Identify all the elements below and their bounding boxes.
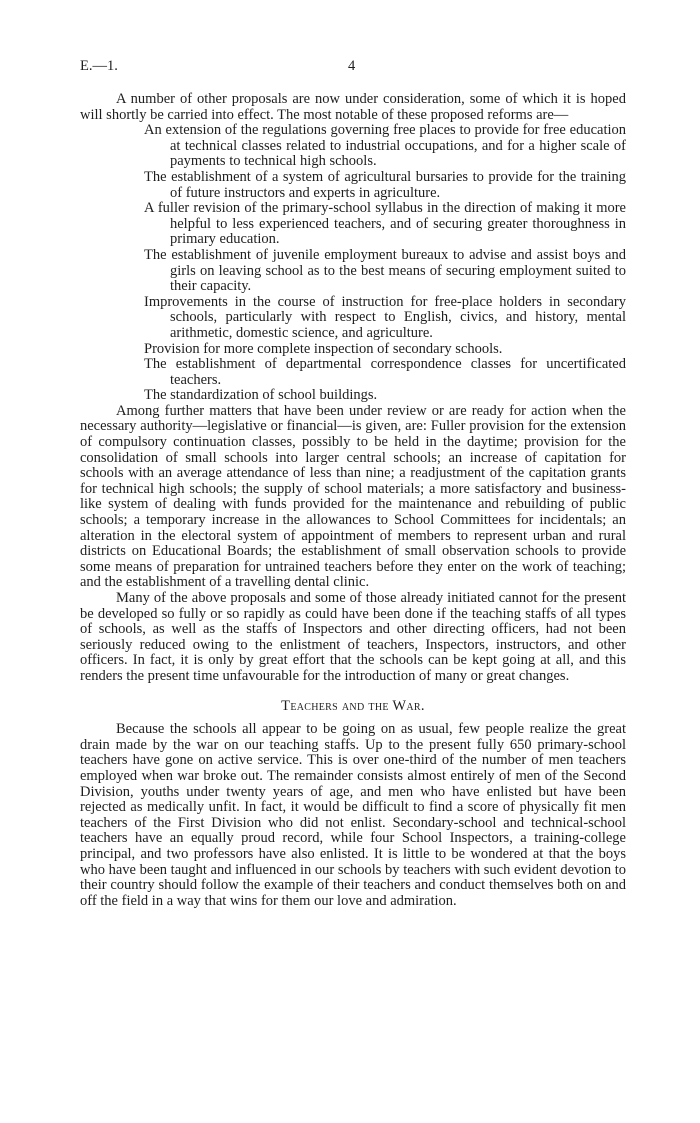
intro-paragraph: A number of other proposals are now under consideration, some of which it is hoped will shortly be carried into effect. The most notable of these proposed reforms are—: [80, 91, 626, 123]
proposal-item: Improvements in the course of instruction for free-place holders in secondary schools, particularly with respect to English, civics, and history, mental arithmetic, domestic science, and agriculture.: [144, 293, 626, 341]
proposal-item: The establishment of juvenile employment bureaux to advise and assist boys and girls on leaving school as to the best means of securing employment suited to their capacity.: [144, 246, 626, 295]
proposal-item: A fuller revision of the primary-school syllabus in the direction of making it more helpful to less experienced teachers, and of securing greater thoroughness in primary education.: [144, 200, 626, 248]
page-header: [80, 58, 626, 80]
war-paragraph: Because the schools all appear to be going on as usual, few people realize the great drain made by the war on our teaching staffs. Up to the present fully 650 primary-school teachers have gone on active service. This is over one-third of the number of men teachers employed when war broke out. The remainder consists almost entirely of men of the Second Division, youths under twenty years of age, and men who have enlisted but have been rejected as medically unfit. In fact, it would be difficult to find a score of physically fit men teachers of the First Division who did not enlist. Secondary-school and technical-school teachers have an equally proud record, while four School Inspectors, a training-college principal, and two professors have also enlisted. It is little to be wondered at that the boys who have been taught and influenced in our schools by teachers with such evident devotion to their country should follow the example of their teachers and conduct themselves both on and off the field in a way that wins for them our love and admiration.: [80, 721, 626, 909]
document-page: [80, 58, 626, 909]
further-matters-paragraph: Among further matters that have been under review or are ready for action when the necessary authority—legislative or financial—is given, are: Fuller provision for the extension of compulsory continuation classes, possibly to be held in the daytime; provision for the consolidation of small schools into larger central schools; an increase of capitation for schools with an average attendance of less than nine; a readjustment of the capitation grants for technical high schools; the supply of school materials; a more satisfactory and business-like system of dealing with funds provided for the maintenance and rebuilding of public schools; a temporary increase in the allowances to School Committees for incidentals; an alteration in the electoral system of appointment of members to represent urban and rural districts on Educational Boards; the establishment of small observation schools to provide some means of preparation for untrained teachers before they enter on the work of teaching; and the establishment of a travelling dental clinic.: [80, 402, 626, 591]
document-id: E.—1.: [80, 58, 118, 74]
proposals-list: [80, 123, 626, 404]
staffing-paragraph: Many of the above proposals and some of those already initiated cannot for the present be developed so fully or so rapidly as could have been done if the teaching staffs of all types of schools, as well as the staffs of Inspectors and other directing officers, had not been seriously reduced owing to the enlistment of teachers, Inspectors, instructors, and other officers. In fact, it is only by great effort that the schools can be kept going at all, and this renders the present time unfavourable for the introduction of many or great changes.: [80, 590, 626, 684]
proposal-item: The establishment of departmental correspondence classes for uncertificated teachers.: [144, 356, 626, 388]
proposal-item: The establishment of a system of agricultural bursaries to provide for the training of future instructors and experts in agriculture.: [144, 168, 626, 201]
proposal-item: An extension of the regulations governing free places to provide for free education at technical classes related to industrial occupations, and for a higher scale of payments to technical high schools.: [144, 122, 626, 170]
section-heading: Teachers and the War.: [281, 697, 425, 714]
proposal-item: The standardization of school buildings.: [144, 387, 378, 404]
page-number: 4: [348, 58, 356, 74]
proposal-item: Provision for more complete inspection of secondary schools.: [144, 340, 503, 357]
